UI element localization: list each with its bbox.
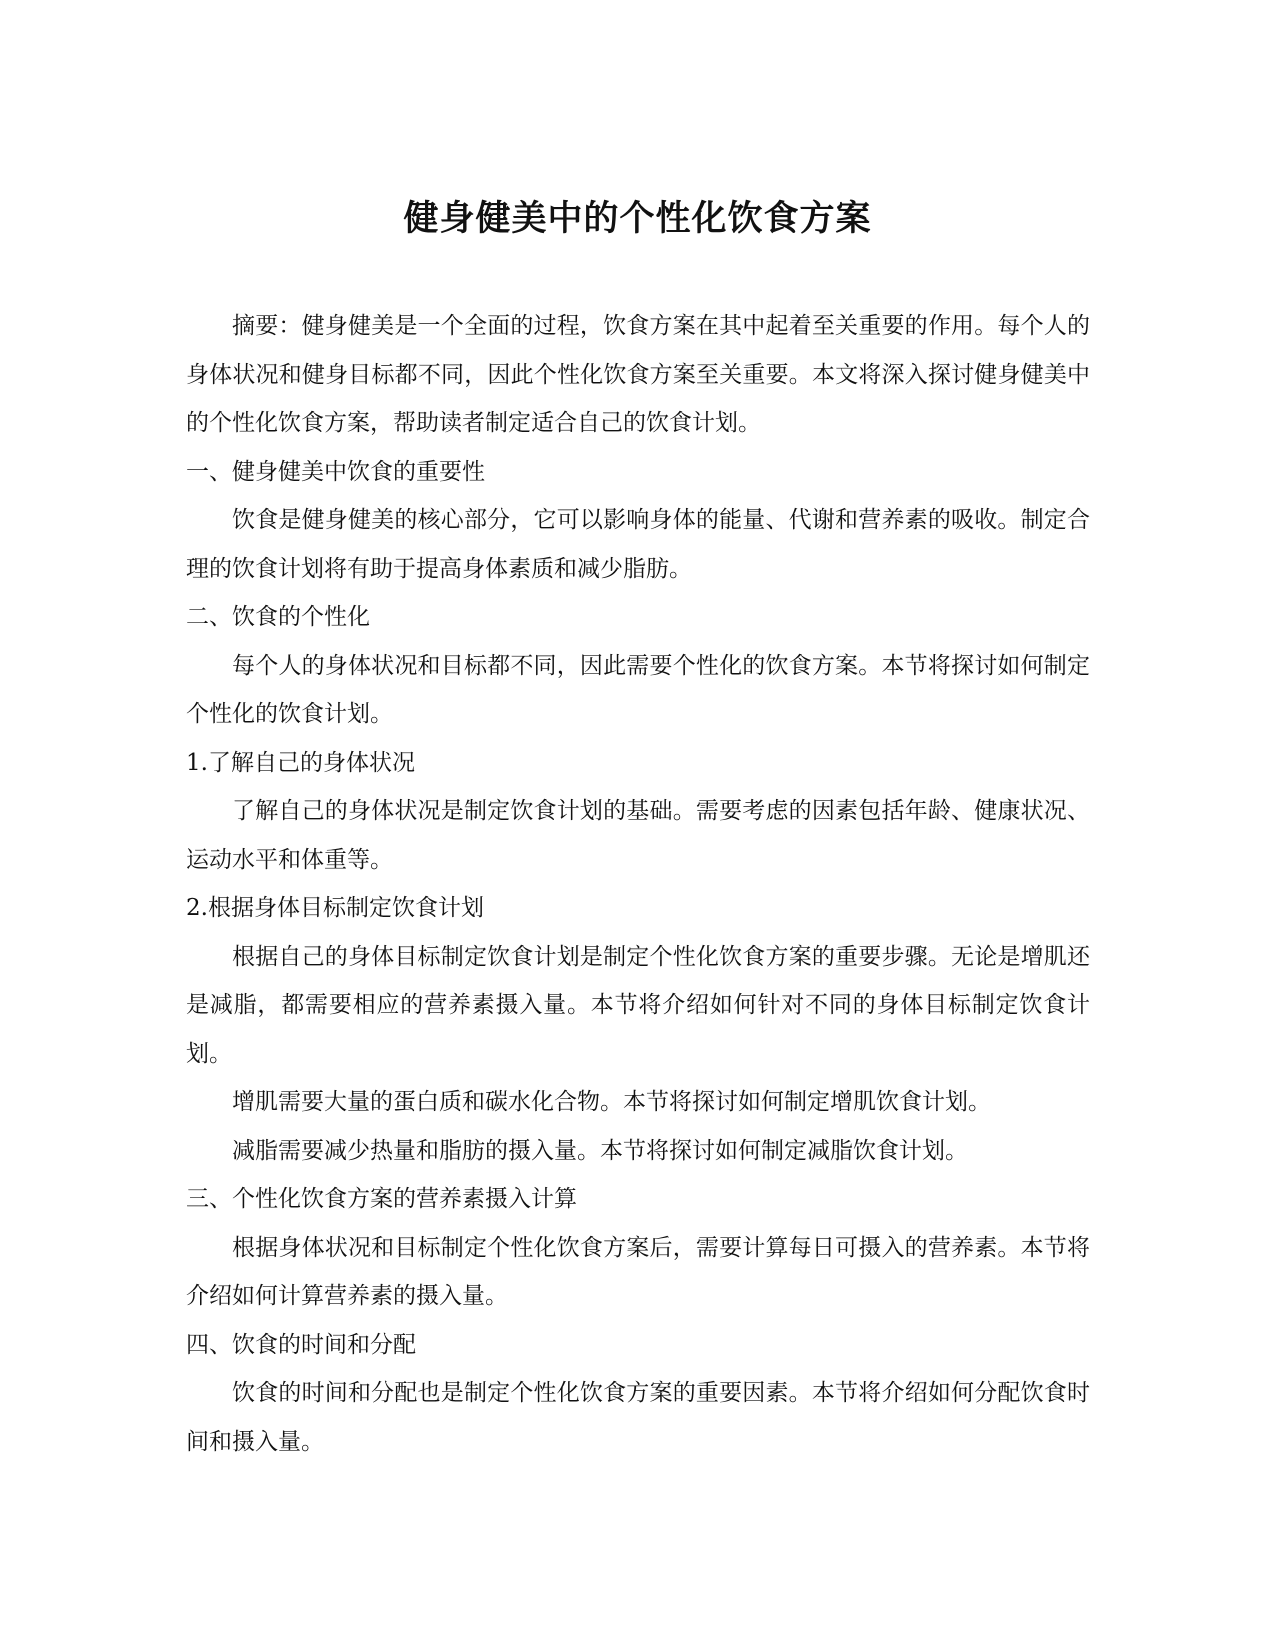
document-title: 健身健美中的个性化饮食方案 [403,198,872,239]
section-heading-4: 四、饮食的时间和分配 [186,1331,416,1358]
body-paragraph: 每个人的身体状况和目标都不同，因此需要个性化的饮食方案。本节将探讨如何制定个性化的饮食计划。 [186,652,1090,727]
body-paragraph: 了解自己的身体状况是制定饮食计划的基础。需要考虑的因素包括年龄、健康状况、运动水平和体重等。 [186,798,1090,873]
subsection-heading-2: 2.根据身体目标制定饮食计划 [186,895,484,921]
abstract-paragraph: 摘要：健身健美是一个全面的过程，饮食方案在其中起着至关重要的作用。每个人的身体状况和健身目标都不同，因此个性化饮食方案至关重要。本文将深入探讨健身健美中的个性化饮食方案，帮助读者制定适合自己的饮食计划。 [186,313,1090,436]
document-body [186,302,1090,1466]
body-paragraph: 饮食的时间和分配也是制定个性化饮食方案的重要因素。本节将介绍如何分配饮食时间和摄入量。 [186,1380,1090,1455]
body-paragraph: 根据自己的身体目标制定饮食计划是制定个性化饮食方案的重要步骤。无论是增肌还是减脂，都需要相应的营养素摄入量。本节将介绍如何针对不同的身体目标制定饮食计划。 [186,943,1090,1067]
section-heading-1: 一、健身健美中饮食的重要性 [186,458,485,485]
body-paragraph: 增肌需要大量的蛋白质和碳水化合物。本节将探讨如何制定增肌饮食计划。 [232,1089,991,1115]
section-heading-3: 三、个性化饮食方案的营养素摄入计算 [186,1186,577,1212]
body-paragraph: 根据身体状况和目标制定个性化饮食方案后，需要计算每日可摄入的营养素。本节将介绍如何计算营养素的摄入量。 [186,1234,1090,1309]
body-paragraph: 饮食是健身健美的核心部分，它可以影响身体的能量、代谢和营养素的吸收。制定合理的饮食计划将有助于提高身体素质和减少脂肪。 [186,507,1090,582]
section-heading-2: 二、饮食的个性化 [186,604,370,630]
subsection-heading-1: 1.了解自己的身体状况 [186,749,415,776]
body-paragraph: 减脂需要减少热量和脂肪的摄入量。本节将探讨如何制定减脂饮食计划。 [232,1137,968,1164]
